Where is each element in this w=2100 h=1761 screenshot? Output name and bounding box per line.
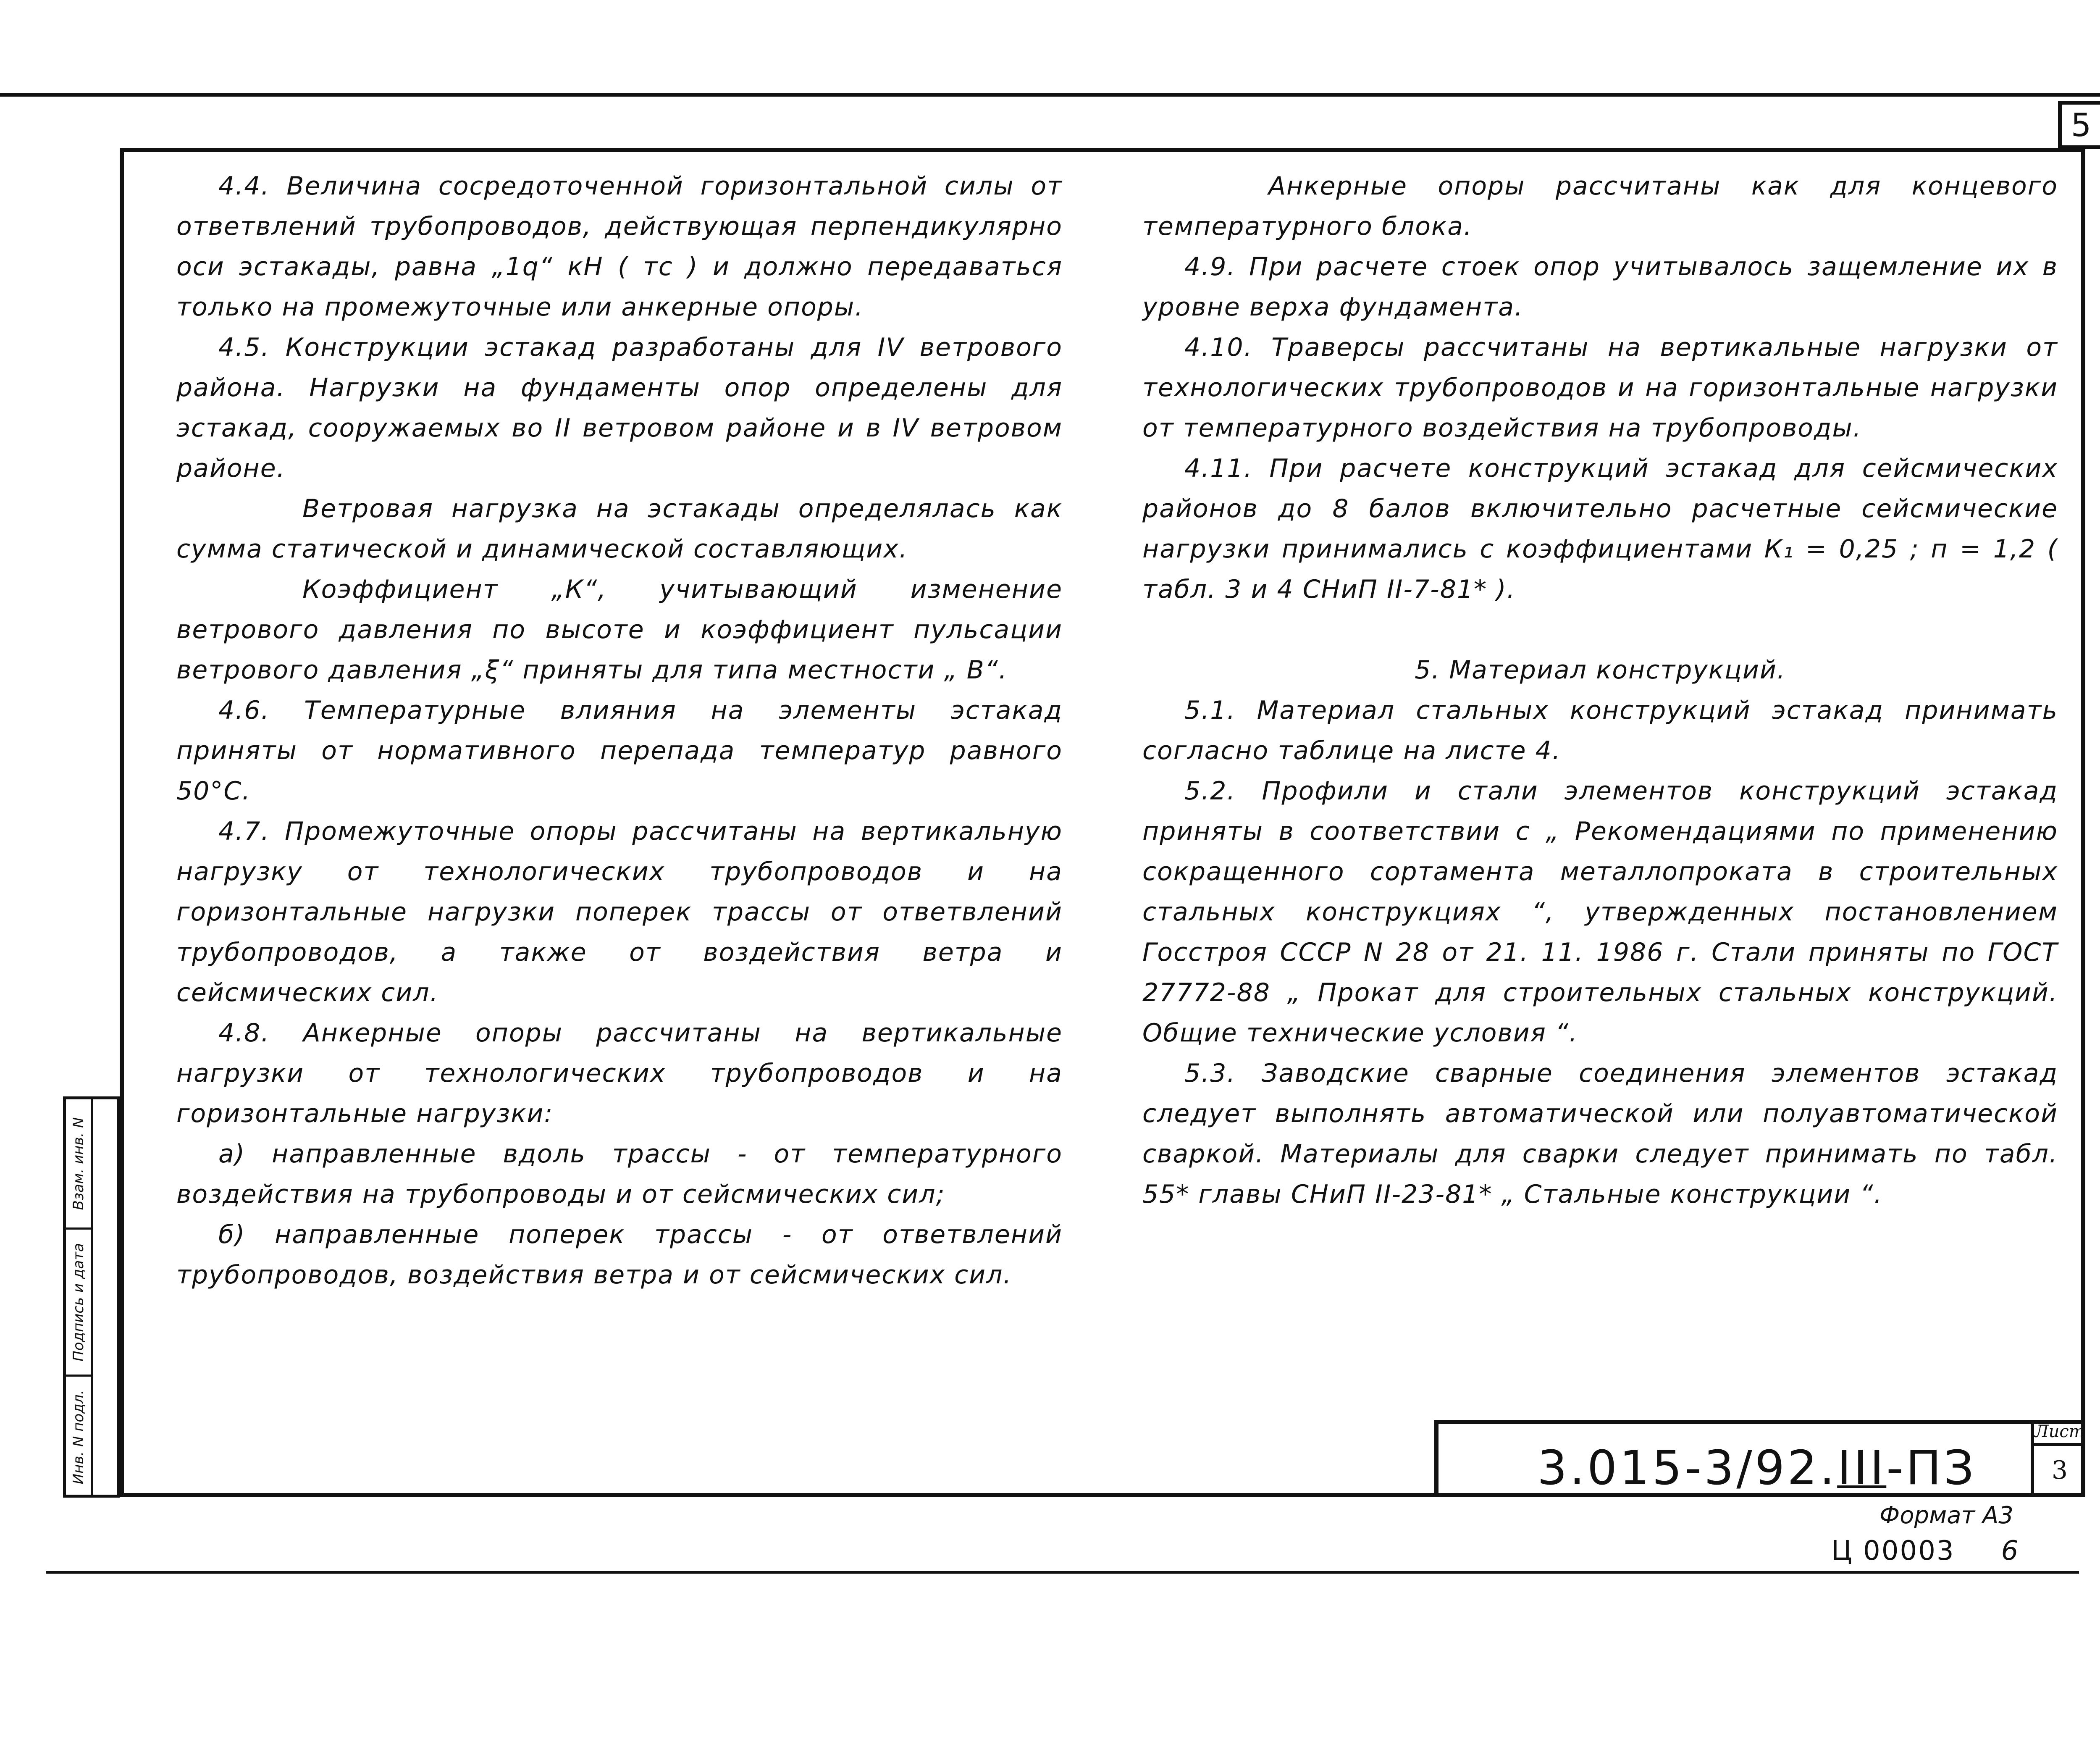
paragraph-4-10: 4.10. Траверсы рассчитаны на вертикальные нагрузки от технологических трубопроводов и на горизонтальные нагрузки от температурного воздействия на трубопроводы.	[1142, 333, 2058, 443]
paragraph-wind-load: Ветровая нагрузка на эстакады определялась как сумма статической и динамической составляющих.	[176, 494, 1063, 564]
inventory-number	[1831, 1535, 2019, 1567]
paragraph-4-8-a: а) направленные вдоль трассы - от температурного воздействия на трубопроводы и от сейсмических сил;	[176, 1139, 1063, 1209]
side-label-inv-podl: Инв. N подл.	[70, 1390, 87, 1485]
inventory-letter: 6	[2001, 1535, 2020, 1567]
section-5-title: 5. Материал конструкций.	[1415, 655, 1786, 685]
left-text-column	[176, 166, 1063, 1295]
code-suffix: -ПЗ	[1886, 1441, 1977, 1496]
sheet-label: Лист	[2034, 1420, 2085, 1446]
paragraph-5-1: 5.1. Материал стальных конструкций эстакад принимать согласно таблице на листе 4.	[1142, 696, 2058, 765]
paragraph-4-4: 4.4. Величина сосредоточенной горизонтальной силы от ответвлений трубопроводов, действующая перпендикулярно оси эстакады, равна „1q“ кН ( тс ) и должно передаваться только на промежуточные или анкерные опоры.	[176, 171, 1063, 322]
sheet-box	[2031, 1420, 2085, 1497]
paragraph-4-11: 4.11. При расчете конструкций эстакад для сейсмических районов до 8 балов включительно расчетные сейсмические нагрузки принимались с коэффициентами К₁ = 0,25 ; п = 1,2 ( табл. 3 и 4 СНиП II-7-81* ).	[1142, 454, 2058, 604]
paragraph-4-6: 4.6. Температурные влияния на элементы эстакад приняты от нормативного перепада температур равного 50°С.	[176, 696, 1063, 806]
side-divider	[91, 1099, 93, 1495]
paragraph-anchor-supports: Анкерные опоры рассчитаны как для концевого температурного блока.	[1142, 171, 2058, 241]
document-code	[1537, 1441, 1977, 1496]
code-roman: III	[1837, 1441, 1887, 1496]
side-cell-vzam-inv	[66, 1099, 91, 1230]
top-rule	[0, 93, 2100, 97]
inventory-code: Ц 00003	[1831, 1535, 1955, 1567]
sheet-number-top: 5	[2058, 101, 2100, 149]
paragraph-4-8-b: б) направленные поперек трассы - от ответвлений трубопроводов, воздействия ветра и от сейсмических сил.	[176, 1220, 1063, 1290]
side-cell-podpis-data	[66, 1230, 91, 1377]
side-label-podpis-data: Подпись и дата	[70, 1243, 87, 1361]
paragraph-4-5: 4.5. Конструкции эстакад разработаны для IV ветрового района. Нагрузки на фундаменты опор определены для эстакад, сооружаемых во II ветровом районе и в IV ветровом районе.	[176, 333, 1063, 483]
side-cell-inv-podl	[66, 1377, 91, 1498]
side-label-vzam-inv: Взам. инв. N	[70, 1117, 87, 1210]
paragraph-5-2: 5.2. Профили и стали элементов конструкций эстакад приняты в соответствии с „ Рекомендациями по применению сокращенного сортамента металлопроката в строительных стальных конструкциях “, утвержденных постановлением Госстроя СССР N 28 от 21. 11. 1986 г. Стали приняты по ГОСТ 27772-88 „ Прокат для строительных стальных конструкций. Общие технические условия “.	[1142, 776, 2058, 1048]
sheet-number: 3	[2051, 1456, 2068, 1485]
format-label: Формат А3	[1880, 1502, 2013, 1529]
paragraph-4-8: 4.8. Анкерные опоры рассчитаны на вертикальные нагрузки от технологических трубопроводов и на горизонтальные нагрузки:	[176, 1018, 1063, 1128]
paragraph-coefficient: Коэффициент „К“, учитывающий изменение ветрового давления по высоте и коэффициент пульсации ветрового давления „ξ“ приняты для типа местности „ В“.	[176, 575, 1063, 685]
paragraph-4-9: 4.9. При расчете стоек опор учитывалось защемление их в уровне верха фундамента.	[1142, 252, 2058, 322]
side-stamp	[63, 1096, 120, 1498]
right-text-column	[1142, 166, 2058, 1214]
code-prefix: 3.015-3/92.	[1537, 1441, 1838, 1496]
paragraph-5-3: 5.3. Заводские сварные соединения элементов эстакад следует выполнять автоматической или полуавтоматической сваркой. Материалы для сварки следует принимать по табл. 55* главы СНиП II-23-81* „ Стальные конструкции “.	[1142, 1059, 2058, 1209]
paragraph-4-7: 4.7. Промежуточные опоры рассчитаны на вертикальную нагрузку от технологических трубопроводов и на горизонтальные нагрузки поперек трассы от ответвлений трубопроводов, а также от воздействия ветра и сейсмических сил.	[176, 817, 1063, 1007]
bottom-rule	[46, 1571, 2079, 1574]
